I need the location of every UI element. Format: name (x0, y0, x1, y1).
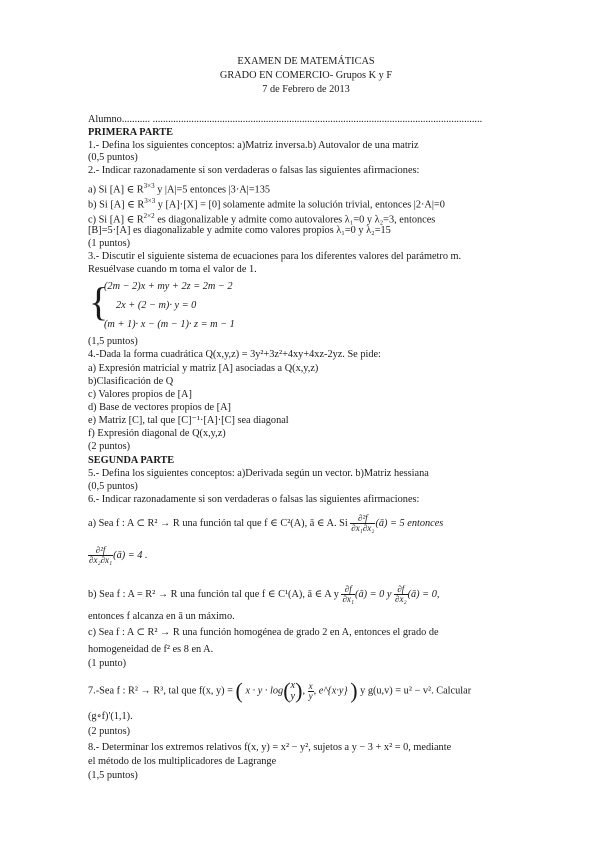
q3-line2: Resuélvase cuando m toma el valor de 1. (88, 264, 257, 275)
q4a: a) Expresión matricial y matriz [A] asociadas a Q(x,y,z) (88, 363, 319, 374)
q3-eq3: (m + 1)· x − (m − 1)· z = m − 1 (104, 319, 235, 330)
q2b (88, 195, 445, 211)
q2c (88, 210, 435, 226)
q2b-post: y [A]·[X] = [0] solamente admite la solución trivial, entonces |2·A|=0 (155, 199, 445, 211)
q2-points: (1 puntos) (88, 238, 131, 249)
q4f: f) Expresión diagonal de Q(x,y,z) (88, 428, 226, 439)
q6a (88, 514, 443, 533)
q6b-pre: b) Sea f : A = R² → R una función tal que f ∈ C¹(A), ā ∈ A y (88, 588, 339, 600)
q6a-fraction: $\frac{\text{∂²f}}{\text{∂x₁∂x₂}}$ (351, 513, 375, 533)
exam-date: 7 de Febrero de 2013 (262, 84, 350, 95)
part1-heading: PRIMERA PARTE (88, 127, 173, 138)
q6a-line2 (88, 546, 148, 565)
q6-points: (1 punto) (88, 658, 127, 669)
q3-eq2: 2x + (2 − m)· y = 0 (116, 300, 197, 311)
q6-text: 6.- Indicar razonadamente si son verdaderas o falsas las siguientes afirmaciones: (88, 494, 420, 505)
q2-text: 2.- Indicar razonadamente si son verdaderas o falsas las siguientes afirmaciones: (88, 165, 420, 176)
q4c: c) Valores propios de [A] (88, 389, 192, 400)
q7-pre: 7.-Sea f : R² → R³, tal que f(x, y) = (88, 685, 233, 697)
q2c-pre: c) Si [A] ∈ R (88, 214, 144, 226)
q4b: b)Clasificación de Q (88, 376, 174, 387)
student-name-line: Alumno........... ................................................................................................................................ (88, 114, 483, 125)
q6b-post: (ā) = 0, (407, 588, 440, 600)
q4d: d) Base de vectores propios de [A] (88, 402, 231, 413)
q2a-sup: 3×3 (143, 182, 155, 190)
q5-text: 5.- Defina los siguientes conceptos: a)Derivada según un vector. b)Matriz hessiana (88, 468, 429, 479)
q6a-post: (ā) = 5 entonces (375, 517, 444, 529)
q6b (88, 585, 439, 604)
q3-text: 3.- Discutir el siguiente sistema de ecuaciones para los diferentes valores del parámetro m. (88, 251, 462, 262)
q4-text: 4.-Dada la forma cuadrática Q(x,y,z) = 3y²+3z²+4xy+4xz-2yz. Se pide: (88, 349, 381, 360)
q2b-pre: b) Si [A] ∈ R (88, 199, 145, 211)
q6c: c) Sea f : A ⊂ R² → R una función homogénea de grado 2 en A, entonces el grado de (88, 627, 439, 638)
q7-comp2: $\frac{x}{y}$ (308, 680, 313, 701)
q6a-pre: a) Sea f : A ⊂ R² → R una función tal que f ∈ C²(A), ā ∈ A. Si (88, 517, 348, 529)
system-brace: { (89, 279, 109, 324)
q2c-line2: [B]=5·[A] es diagonalizable y admite como valores propios λ₁=0 y λ₂=15 (88, 225, 391, 236)
q6b-fraction2: $\frac{\partial f}{\text{∂x₂}}$ (395, 584, 407, 604)
q3-points: (1,5 puntos) (88, 336, 138, 347)
q6b-fraction1: $\frac{\partial f}{\text{∂x₁}}$ (342, 584, 355, 604)
q5-points: (0,5 puntos) (88, 481, 138, 492)
q2a-pre: a) Si [A] ∈ R (88, 184, 144, 196)
q4e: e) Matriz [C], tal que [C]⁻¹·[A]·[C] sea diagonal (88, 415, 289, 426)
q4-points: (2 puntos) (88, 441, 131, 452)
part2-heading: SEGUNDA PARTE (88, 455, 175, 466)
q7-post: y g(u,v) = u² − v². Calcular (360, 685, 472, 697)
exam-title: EXAMEN DE MATEMÁTICAS (237, 56, 375, 67)
q7: 7.-Sea f : R² → R³, tal que f(x, y) = ( x · y · log( x y ), $\frac{x}{y}$ , e^{x·y} ) y g(u,v) = u² − v². Calcular (88, 678, 472, 703)
q3-eq1: (2m − 2)x + my + 2z = 2m − 2 (104, 281, 233, 292)
q6a-post2: (ā) = 4 . (113, 549, 148, 561)
q2a-post: y |A|=5 entonces |3·A|=135 (154, 184, 270, 196)
q7-points: (2 puntos) (88, 726, 131, 737)
q7-comp3: e^{x·y} (318, 685, 348, 697)
q1-points: (0,5 puntos) (88, 152, 138, 163)
q7-comp1: x · y · log (245, 685, 284, 697)
q8-points: (1,5 puntos) (88, 770, 138, 781)
exam-subtitle: GRADO EN COMERCIO- Grupos K y F (219, 70, 393, 81)
q6b-line2: entonces f alcanza en ā un máximo. (88, 611, 235, 622)
q2c-sup: 2×2 (143, 212, 155, 220)
q6c-line2: homogeneidad de f² es 8 en A. (88, 644, 214, 655)
q1-text: 1.- Defina los siguientes conceptos: a)Matriz inversa.b) Autovalor de una matriz (88, 140, 419, 151)
q8-text: 8.- Determinar los extremos relativos f(x, y) = x² − y², sujetos a y − 3 + x² = 0, mediante (88, 742, 452, 753)
q8-line2: el método de los multiplicadores de Lagrange (88, 756, 277, 767)
q2c-post: es diagonalizable y admite como autovalores λ₁=0 y λ₂=3, entonces (154, 214, 436, 226)
q2a (88, 180, 270, 196)
q6b-mid: (ā) = 0 y (355, 588, 392, 600)
q6a-fraction2: $\frac{\text{∂²f}}{\text{∂x₂∂x₁}}$ (89, 545, 113, 565)
q7-line2: (g∘f)'(1,1). (88, 711, 133, 722)
q2b-sup: 3×3 (144, 197, 156, 205)
